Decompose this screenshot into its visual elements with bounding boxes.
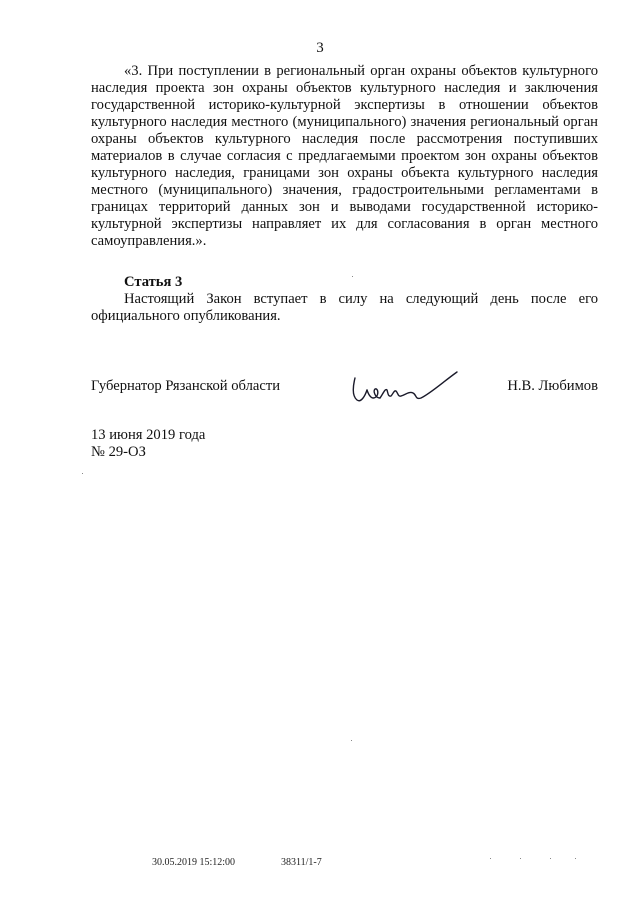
scan-speck [490,858,491,859]
enactment-date: 13 июня 2019 года [91,427,206,443]
page-number: 3 [316,40,324,56]
footer-timestamp: 30.05.2019 15:12:00 [152,857,236,868]
law-number: № 29-ОЗ [91,444,146,460]
scan-speck [550,858,551,859]
scan-speck [575,858,576,859]
governor-title: Губернатор Рязанской области [91,378,281,394]
scan-speck [520,858,521,859]
scan-speck [352,276,353,277]
clause-text: «3. При поступлении в региональный орган охраны объектов культурного наследия проекта зон охраны объектов культурного наследия и заключения государственной историко-культурной экспертизы в отношении объектов культурного наследия местного (муниципального) значения региональный орган охраны объектов культурного наследия после рассмотрения поступивших материалов в случае согласия с предлагаемыми проектом зон охраны объектов культурного наследия, границами зон охраны объекта культурного наследия местного (муниципального) значения, градостроительными регламентами в границах территорий данных зон и выводами государственной историко-культурной экспертизы направляет их для согласования в орган местного самоуправления.». [91,63,598,249]
footer-code: 38311/1-7 [281,857,322,868]
article-text: Настоящий Закон вступает в силу на следующий день после его официального опубликования. [91,291,598,324]
article-heading: Статья 3 [124,274,183,290]
governor-name: Н.В. Любимов [507,378,598,394]
scan-speck [82,473,83,474]
scan-speck [351,740,352,741]
handwritten-signature [345,360,465,410]
clause-paragraph [91,63,598,250]
